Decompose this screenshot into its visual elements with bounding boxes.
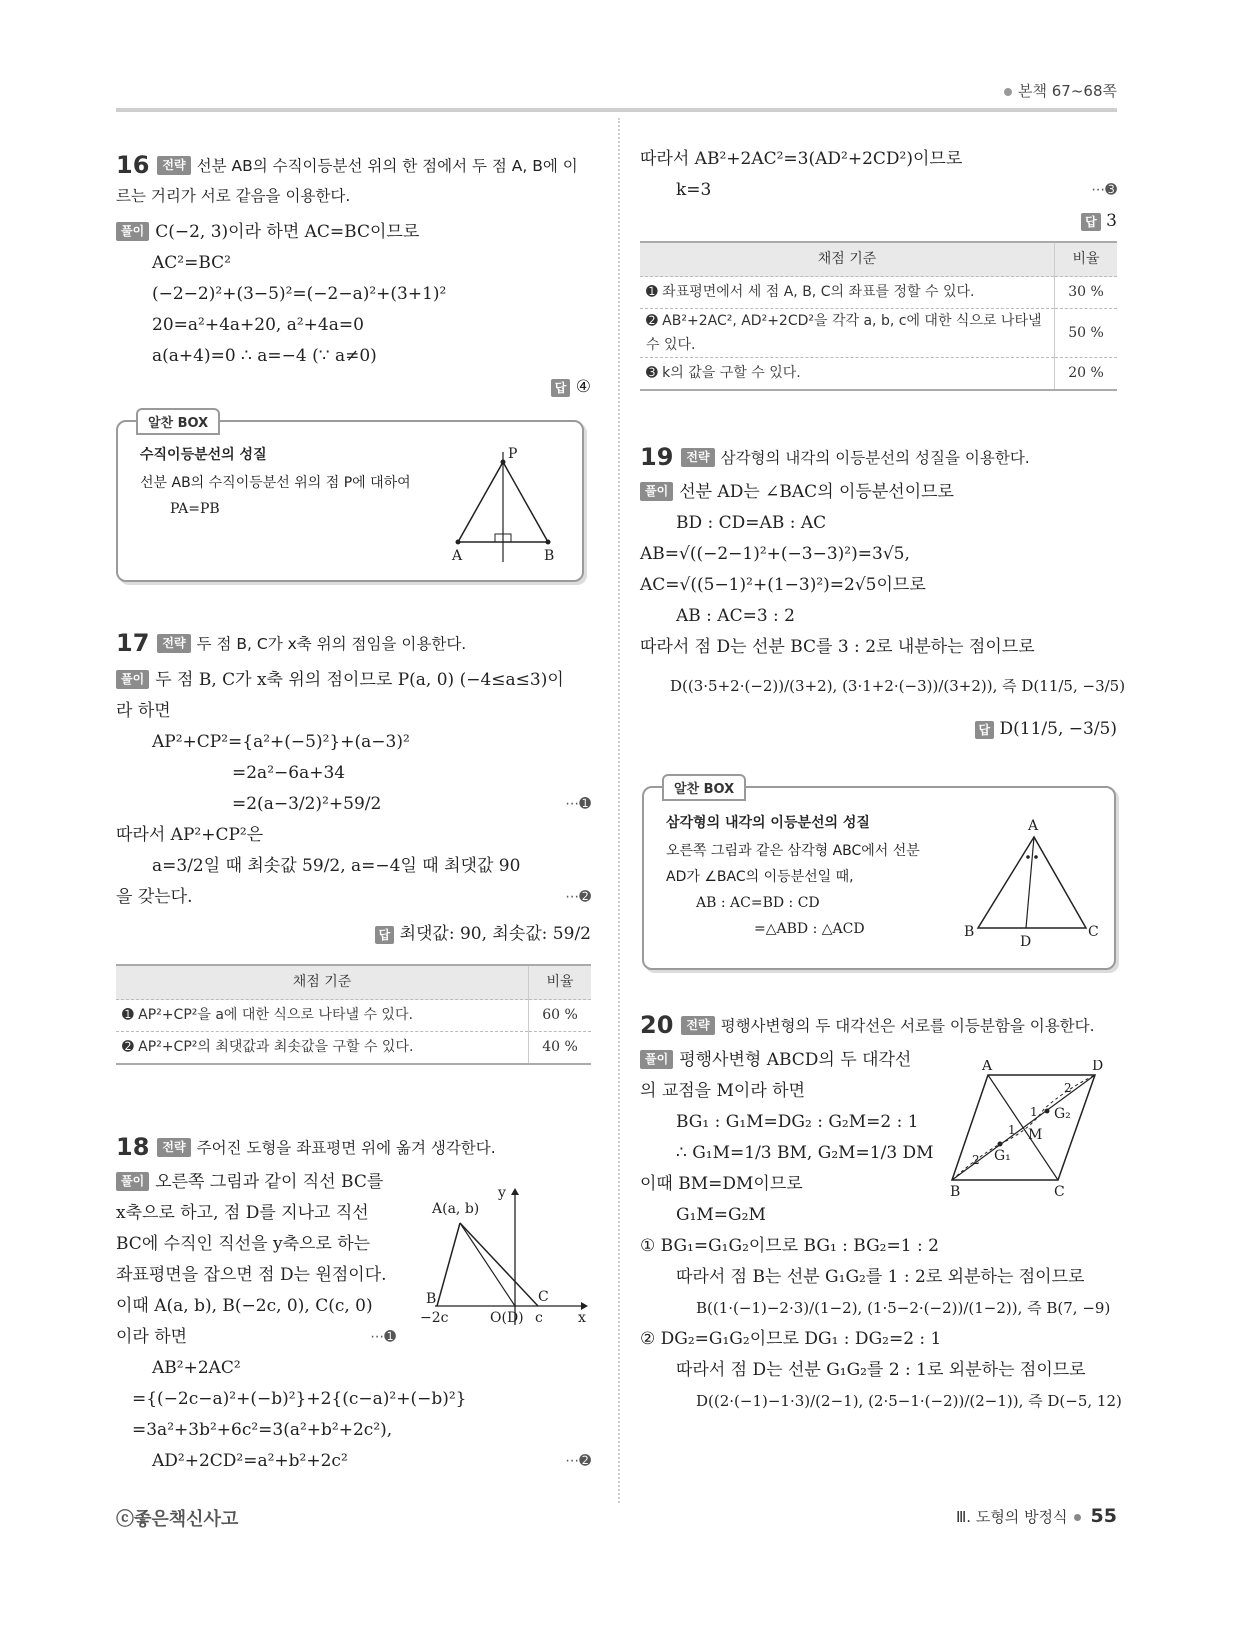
question-number: 19 [640,443,674,471]
solution-line: =3a²+3b²+6c²=3(a²+b²+2c²), [132,1420,393,1440]
box-text: 선분 AB의 수직이등분선 위의 점 P에 대하여 [140,475,411,491]
solution-line: 의 교점을 M이라 하면 [640,1081,805,1101]
solution-tag: 풀이 [116,1172,149,1191]
solution-line: AB=√((−2−1)²+(−3−3)²)=3√5, [640,544,910,564]
label-g2: G₂ [1054,1106,1071,1122]
page-header-ref: 본책 67~68쪽 [1004,80,1117,101]
strategy-text: 주어진 도형을 좌표평면 위에 옮겨 생각한다. [196,1139,496,1157]
coordinate-triangle-figure [420,1185,590,1335]
solution-line: AC=√((5−1)²+(1−3)²)=2√5이므로 [640,575,926,595]
solution-tag: 풀이 [116,222,149,241]
bisector-figure [448,442,568,562]
angle-bisector-figure [964,812,1104,962]
page-footer [956,1505,1117,1527]
table-row: ➌ k의 값을 구할 수 있다. 20 % [640,358,1117,391]
solution-line: 두 점 B, C가 x축 위의 점이므로 P(a, 0) (−4≤a≤3)이 [155,670,564,690]
solution-line: 따라서 AP²+CP²은 [116,825,264,845]
question-number: 18 [116,1133,150,1161]
box-formula: PA=PB [170,501,220,517]
point-b [546,540,551,545]
criteria-table [116,964,591,1065]
solution-line: a(a+4)=0 ∴ a=−4 (∵ a≠0) [152,346,377,366]
strategy-text: 선분 AB의 수직이등분선 위의 한 점에서 두 점 A, B에 이르는 거리가 서로 같음을 이용한다. [116,157,578,205]
solution-line: AP²+CP²={a²+(−5)²}+(a−3)² [152,732,410,752]
solution-line: 이때 BM=DM이므로 [640,1174,803,1194]
rate-header: 비율 [1055,242,1118,277]
solution-line: BG₁ : G₁M=DG₂ : G₂M=2 : 1 [676,1112,919,1132]
solution-line: 이라 하면 [116,1327,188,1347]
solution-line: x축으로 하고, 점 D를 지나고 직선 [116,1203,369,1223]
point-p [501,460,506,465]
strategy-tag: 전략 [157,156,190,175]
segment-pa [458,462,503,542]
strategy-tag: 전략 [157,1138,190,1157]
solution-line: 따라서 AB²+2AC²=3(AD²+2CD²)이므로 [640,149,963,169]
header-rule [116,108,1117,112]
solution-line: (−2−2)²+(3−5)²=(−2−a)²+(3+1)² [152,284,447,304]
step-mark: ⋯➌ [1091,182,1117,198]
solution-line: BD : CD=AB : AC [676,513,827,533]
label-ratio: 2 [972,1153,980,1167]
solution-line: 오른쪽 그림과 같이 직선 BC를 [155,1172,384,1192]
strategy-text: 평행사변형의 두 대각선은 서로를 이등분함을 이용한다. [720,1017,1095,1035]
solution-line: AC²=BC² [152,253,231,273]
box-text: AD가 ∠BAC의 이등분선일 때, [666,869,854,885]
solution-line: 평행사변형 ABCD의 두 대각선 [679,1050,912,1070]
page-number: 55 [1090,1505,1117,1527]
label-b: B [950,1184,961,1200]
box-tab: 알찬 BOX [136,408,220,435]
solution-line: a=3/2일 때 최솟값 59/2, a=−4일 때 최댓값 90 [152,856,521,876]
question-number: 16 [116,151,150,179]
table-row: ➋ AP²+CP²의 최댓값과 최솟값을 구할 수 있다. 40 % [116,1032,591,1065]
label-x: x [578,1310,586,1326]
solution-line: 선분 AD는 ∠BAC의 이등분선이므로 [679,482,954,502]
label-a: A(a, b) [432,1201,480,1217]
box-tab: 알찬 BOX [662,774,746,801]
label-c-tick: c [535,1310,543,1326]
x-axis-arrow-icon [581,1302,588,1310]
solution-line: 따라서 점 D는 선분 G₁G₂를 2 : 1로 외분하는 점이므로 [676,1360,1086,1380]
solution-tag: 풀이 [640,1050,673,1069]
rate-header: 비율 [529,965,592,1000]
triangle-abc [978,837,1086,928]
question-18-continued [640,144,1117,391]
info-box-angle-bisector [642,782,1116,970]
solution-line: 이때 A(a, b), B(−2c, 0), C(c, 0) [116,1296,373,1316]
solution-line: G₁M=G₂M [676,1205,766,1225]
solution-line: =2a²−6a+34 [232,763,346,783]
point-g1 [998,1142,1003,1147]
segment-ac [460,1223,538,1306]
segment-pb [503,462,548,542]
solution-line: 을 갖는다. [116,887,193,907]
box-formula: =△ABD : △ACD [754,921,865,937]
solution-line: 따라서 점 D는 선분 BC를 3 : 2로 내분하는 점이므로 [640,637,1035,657]
step-mark: ⋯➊ [370,1329,396,1345]
bullet-icon [1074,1514,1081,1521]
solution-tag: 풀이 [640,482,673,501]
label-d: D [1092,1060,1104,1074]
solution-line: ={(−2c−a)²+(−b)²}+2{(c−a)²+(−b)²} [132,1389,467,1409]
solution-line: 좌표평면을 잡으면 점 D는 원점이다. [116,1265,387,1285]
solution-line: AB²+2AC² [152,1358,241,1378]
question-number: 17 [116,629,150,657]
strategy-text: 두 점 B, C가 x축 위의 점임을 이용한다. [196,635,467,653]
question-number: 20 [640,1011,674,1039]
label-d: D [1020,934,1032,950]
angle-mark-icon [1034,855,1038,859]
box-formula: AB : AC=BD : CD [696,895,820,911]
label-ratio: 1 [1030,1105,1038,1119]
table-row: ➊ 좌표평면에서 세 점 A, B, C의 좌표를 정할 수 있다. 30 % [640,277,1117,309]
solution-line: 따라서 점 B는 선분 G₁G₂를 1 : 2로 외분하는 점이므로 [676,1267,1085,1287]
label-c: C [1054,1184,1065,1200]
answer: 답 3 [640,206,1117,237]
label-ratio: 1 [1008,1123,1016,1137]
answer: 답 D(11/5, −3/5) [640,709,1117,749]
label-origin: O(D) [490,1310,524,1326]
angle-mark-icon [1026,855,1030,859]
label-m: M [1028,1127,1043,1143]
label-a: A [452,548,463,562]
label-b: B [964,924,975,940]
label-c: C [1088,924,1099,940]
point-a [456,540,461,545]
segment-ad [460,1223,515,1306]
solution-line: ① BG₁=G₁G₂이므로 BG₁ : BG₂=1 : 2 [640,1236,939,1256]
column-divider [618,118,620,1503]
solution-tag: 풀이 [116,670,149,689]
solution-line: =2(a−3/2)²+59/2 [232,794,382,814]
point-g2 [1045,1109,1050,1114]
strategy-tag: 전략 [157,634,190,653]
y-axis-arrow-icon [511,1188,519,1195]
strategy-tag: 전략 [681,448,714,467]
box-title: 수직이등분선의 성질 [140,447,267,463]
label-g1: G₁ [994,1148,1011,1164]
solution-line: k=3 [676,180,712,200]
label-a: A [1028,818,1039,834]
table-row: ➋ AB²+2AC², AD²+2CD²을 각각 a, b, c에 대한 식으로 나타낼 수 있다. 50 % [640,309,1117,358]
answer: 답 ④ [116,372,591,403]
info-box-perpendicular-bisector [116,416,584,582]
solution-line: ② DG₂=G₁G₂이므로 DG₁ : DG₂=2 : 1 [640,1329,942,1349]
criteria-header: 채점 기준 [640,242,1055,277]
box-title: 삼각형의 내각의 이등분선의 성질 [666,815,870,831]
strategy-tag: 전략 [681,1016,714,1035]
step-mark: ⋯➊ [565,796,591,812]
bullet-icon [1004,88,1012,96]
segment-ab [437,1223,460,1306]
solution-line: AD²+2CD²=a²+b²+2c² [152,1451,348,1471]
box-text: 오른쪽 그림과 같은 삼각형 ABC에서 선분 [666,843,920,859]
step-mark: ⋯➋ [565,889,591,905]
chapter-title: Ⅲ. 도형의 방정식 [955,1508,1068,1526]
solution-line: 라 하면 [116,701,171,721]
label-b: B [426,1291,437,1307]
label-a: A [982,1060,993,1074]
label-c: C [538,1289,549,1305]
question-19 [640,442,1126,749]
question-16 [116,150,591,403]
label-y: y [498,1185,506,1201]
solution-line: ∴ G₁M=1/3 BM, G₂M=1/3 DM [676,1143,934,1163]
solution-line: AB : AC=3 : 2 [676,606,795,626]
strategy-text: 삼각형의 내각의 이등분선의 성질을 이용한다. [720,449,1030,467]
table-row: ➊ AP²+CP²을 a에 대한 식으로 나타낼 수 있다. 60 % [116,1000,591,1032]
solution-line: C(−2, 3)이라 하면 AC=BC이므로 [155,222,420,242]
question-17 [116,628,591,1065]
solution-line: 20=a²+4a+20, a²+4a=0 [152,315,364,335]
solution-line: D((2·(−1)−1·3)/(2−1), (2·5−1·(−2))/(2−1)), 즉 D(−5, 12) [696,1392,1122,1410]
solution-line: D((3·5+2·(−2))/(3+2), (3·1+2·(−3))/(3+2)), 즉 D(11/5, −3/5) [670,677,1126,695]
solution-line: B((1·(−1)−2·3)/(1−2), (1·5−2·(−2))/(1−2)), 즉 B(7, −9) [696,1299,1111,1317]
criteria-table [640,241,1117,391]
label-neg2c: −2c [420,1310,449,1326]
label-ratio: 2 [1064,1081,1072,1095]
answer: 답 최댓값: 90, 최솟값: 59/2 [116,919,591,950]
criteria-header: 채점 기준 [116,965,529,1000]
segment-ad [1026,837,1034,928]
solution-line: BC에 수직인 직선을 y축으로 하는 [116,1234,371,1254]
label-b: B [544,548,555,562]
label-p: P [508,446,518,462]
publisher-logo: ⓒ좋은책신사고 [116,1509,239,1530]
parallelogram-figure [950,1060,1110,1200]
step-mark: ⋯➋ [565,1453,591,1469]
